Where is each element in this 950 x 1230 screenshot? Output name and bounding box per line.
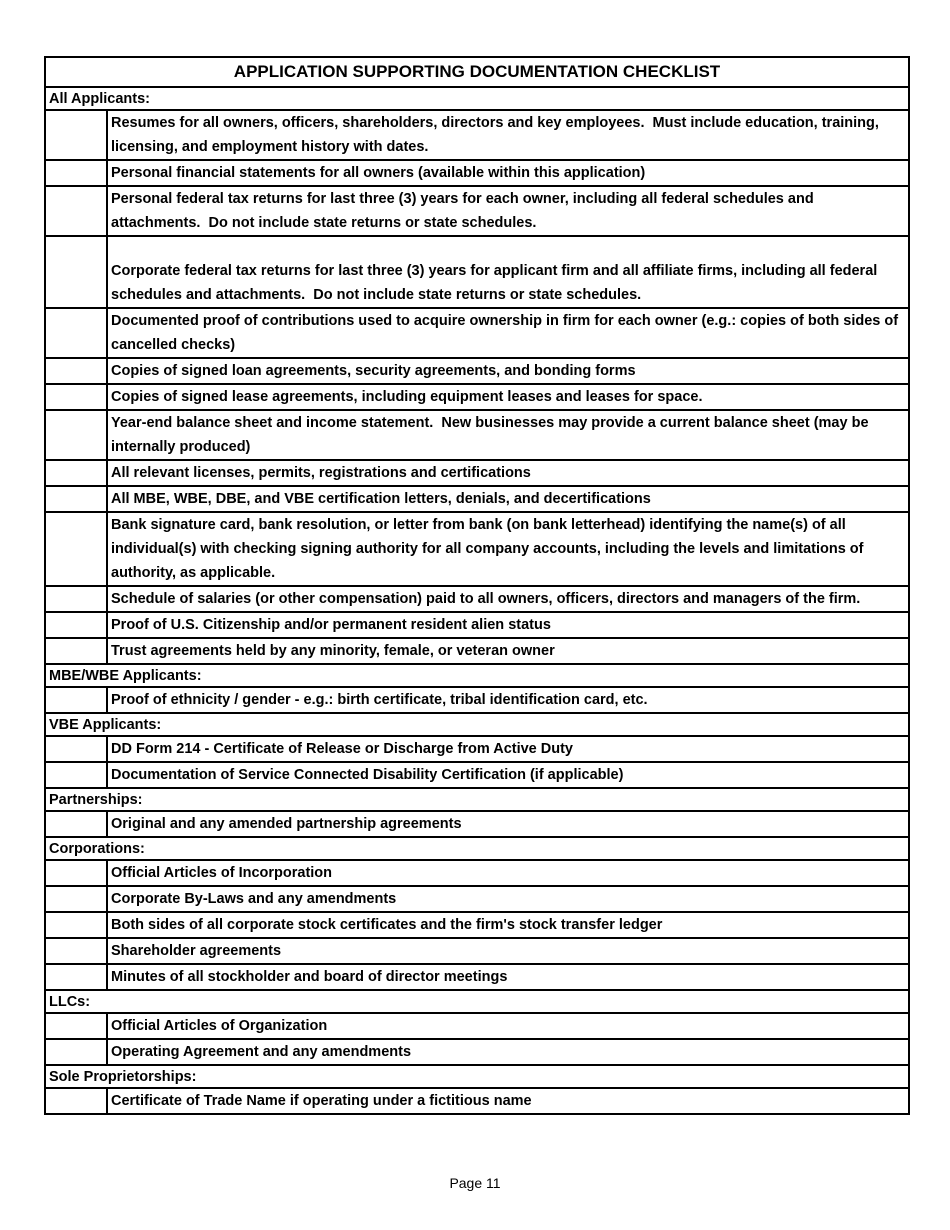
checkbox-cell[interactable]	[46, 1014, 108, 1038]
section-heading: Corporations:	[46, 838, 908, 861]
checklist-item-text: Corporate federal tax returns for last three (3) years for applicant firm and all affiliate firms, including all federal schedules and attachments. Do not include state returns or state schedules.	[111, 263, 882, 303]
checklist-item-text: Documentation of Service Connected Disability Certification (if applicable)	[111, 767, 624, 783]
checkbox-cell[interactable]	[46, 487, 108, 511]
checkbox-cell[interactable]	[46, 411, 108, 459]
checkbox-cell[interactable]	[46, 359, 108, 383]
checklist-item-text: All MBE, WBE, DBE, and VBE certification letters, denials, and decertifications	[111, 491, 651, 507]
checkbox-cell[interactable]	[46, 461, 108, 485]
section-heading: VBE Applicants:	[46, 714, 908, 737]
checkbox-cell[interactable]	[46, 887, 108, 911]
checklist-row	[46, 187, 908, 237]
checklist-row	[46, 513, 908, 587]
checkbox-cell[interactable]	[46, 639, 108, 663]
checklist-row	[46, 111, 908, 161]
checklist-row	[46, 309, 908, 359]
checklist-row	[46, 461, 908, 487]
checklist-row	[46, 237, 908, 309]
checkbox-cell[interactable]	[46, 161, 108, 185]
checklist-item-text: Certificate of Trade Name if operating under a fictitious name	[111, 1093, 532, 1109]
checklist-row	[46, 965, 908, 991]
checklist-row	[46, 913, 908, 939]
checklist-item-text: DD Form 214 - Certificate of Release or Discharge from Active Duty	[111, 741, 573, 757]
checklist-row	[46, 737, 908, 763]
checklist-row	[46, 487, 908, 513]
checklist-item-text: Official Articles of Organization	[111, 1018, 328, 1034]
checklist-item-text: Personal financial statements for all owners (available within this application)	[111, 165, 646, 181]
checkbox-cell[interactable]	[46, 587, 108, 611]
checkbox-cell[interactable]	[46, 237, 108, 307]
checklist-item-text: Copies of signed lease agreements, including equipment leases and leases for space.	[111, 389, 703, 405]
checkbox-cell[interactable]	[46, 111, 108, 159]
checklist-item-text: Both sides of all corporate stock certificates and the firm's stock transfer ledger	[111, 917, 663, 933]
checklist-row	[46, 939, 908, 965]
checklist-row	[46, 861, 908, 887]
checklist-row	[46, 161, 908, 187]
documentation-checklist-table	[44, 56, 910, 1115]
section-heading: MBE/WBE Applicants:	[46, 665, 908, 688]
checklist-row	[46, 411, 908, 461]
checklist-item-text: Minutes of all stockholder and board of director meetings	[111, 969, 508, 985]
checklist-row	[46, 812, 908, 838]
checklist-row	[46, 385, 908, 411]
checklist-item-text: Copies of signed loan agreements, security agreements, and bonding forms	[111, 363, 636, 379]
checklist-row	[46, 1014, 908, 1040]
checklist-item-text: Schedule of salaries (or other compensation) paid to all owners, officers, directors and managers of the firm.	[111, 591, 861, 607]
checklist-row	[46, 763, 908, 789]
checklist-row	[46, 688, 908, 714]
checklist-row	[46, 613, 908, 639]
checklist-item-text: Bank signature card, bank resolution, or letter from bank (on bank letterhead) identifying the name(s) of all individual(s) with checking signing authority for all company accounts, including the levels and limitations of authority, as applicable.	[111, 517, 868, 581]
checklist-row	[46, 1089, 908, 1113]
section-heading: Sole Proprietorships:	[46, 1066, 908, 1089]
checklist-item-text: Proof of ethnicity / gender - e.g.: birth certificate, tribal identification card, etc.	[111, 692, 648, 708]
checkbox-cell[interactable]	[46, 187, 108, 235]
checklist-title: APPLICATION SUPPORTING DOCUMENTATION CHECKLIST	[46, 58, 908, 88]
checklist-item-text: Original and any amended partnership agreements	[111, 816, 462, 832]
checklist-row	[46, 639, 908, 665]
checklist-row	[46, 359, 908, 385]
checklist-row	[46, 1040, 908, 1066]
checklist-item-text: Personal federal tax returns for last three (3) years for each owner, including all federal schedules and attachments. Do not include state returns or state schedules.	[111, 191, 818, 231]
checklist-row	[46, 887, 908, 913]
checkbox-cell[interactable]	[46, 309, 108, 357]
checkbox-cell[interactable]	[46, 812, 108, 836]
section-heading: Partnerships:	[46, 789, 908, 812]
checkbox-cell[interactable]	[46, 763, 108, 787]
checklist-item-text: Shareholder agreements	[111, 943, 282, 959]
checklist-item-text: Resumes for all owners, officers, shareholders, directors and key employees. Must include education, training, licensing, and employment history with dates.	[111, 115, 883, 155]
checklist-item-text: Operating Agreement and any amendments	[111, 1044, 412, 1060]
checklist-row	[46, 587, 908, 613]
checkbox-cell[interactable]	[46, 965, 108, 989]
checkbox-cell[interactable]	[46, 613, 108, 637]
checklist-item-text: Year-end balance sheet and income statement. New businesses may provide a current balance sheet (may be internally produced)	[111, 415, 873, 455]
checkbox-cell[interactable]	[46, 913, 108, 937]
checklist-item-text: Official Articles of Incorporation	[111, 865, 333, 881]
section-heading: LLCs:	[46, 991, 908, 1014]
checklist-item-text: Proof of U.S. Citizenship and/or permanent resident alien status	[111, 617, 551, 633]
checklist-item-text: Documented proof of contributions used to acquire ownership in firm for each owner (e.g.: copies of both sides of cancelled checks)	[111, 313, 903, 353]
checkbox-cell[interactable]	[46, 939, 108, 963]
page-number: Page 11	[449, 1175, 501, 1191]
section-heading: All Applicants:	[46, 88, 908, 111]
checkbox-cell[interactable]	[46, 861, 108, 885]
checklist-item-text: Trust agreements held by any minority, female, or veteran owner	[111, 643, 555, 659]
checklist-item-text: All relevant licenses, permits, registrations and certifications	[111, 465, 531, 481]
checkbox-cell[interactable]	[46, 1089, 108, 1113]
checkbox-cell[interactable]	[46, 688, 108, 712]
checkbox-cell[interactable]	[46, 737, 108, 761]
checkbox-cell[interactable]	[46, 385, 108, 409]
checkbox-cell[interactable]	[46, 1040, 108, 1064]
checkbox-cell[interactable]	[46, 513, 108, 585]
checklist-item-text: Corporate By-Laws and any amendments	[111, 891, 397, 907]
